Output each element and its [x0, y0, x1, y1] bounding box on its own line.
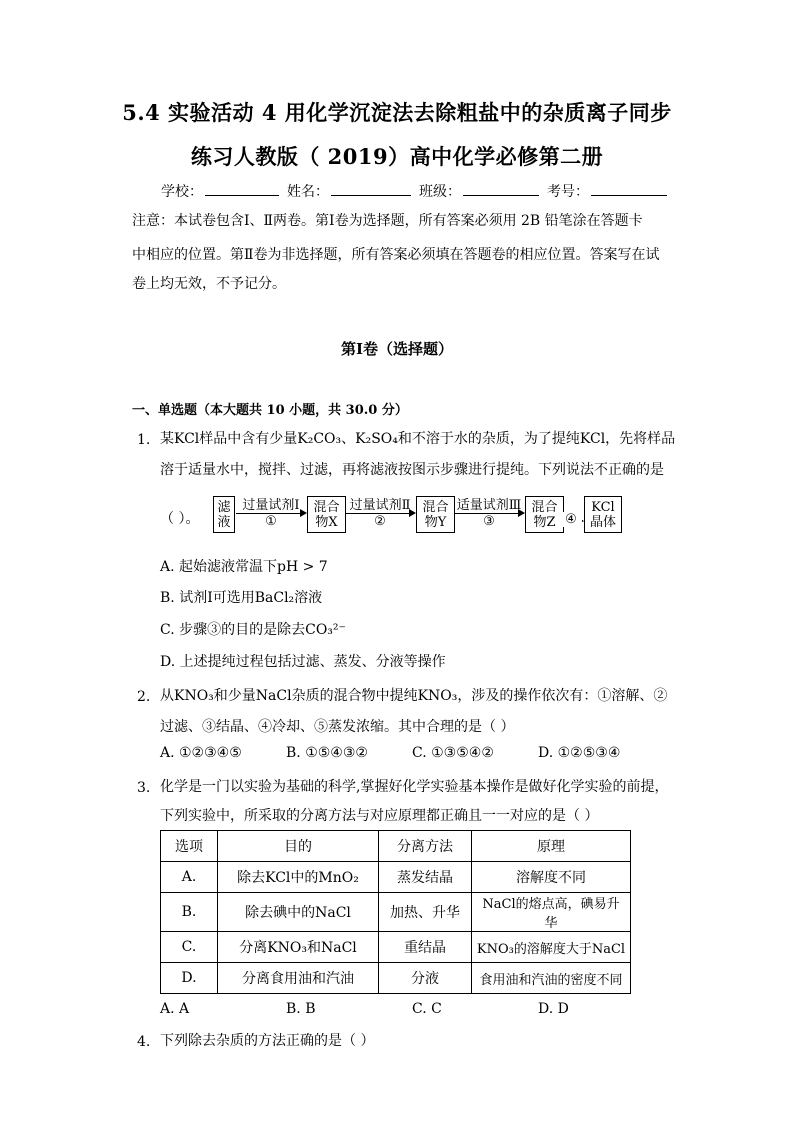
table-cell: 除去KCl中的MnO₂ [218, 862, 379, 893]
table-cell: NaCl的熔点高，碘易升华 [472, 893, 631, 932]
question-3-option-a[interactable]: A. A [160, 1001, 190, 1017]
student-info-row [161, 181, 675, 201]
question-3-line-2: 下列实验中，所采取的分离方法与对应原理都正确且一一对应的是（ ） [160, 808, 599, 824]
flow-box-filtrate: 滤 液 [213, 496, 235, 533]
class-field[interactable]: 班级： [419, 181, 539, 201]
question-4-line-1: 下列除去杂质的方法正确的是（ ） [160, 1033, 375, 1049]
question-1-line-1: 某KCl样品中含有少量K₂CO₃、K₂SO₄和不溶于水的杂质，为了提纯KCl，先将样品 [160, 431, 676, 447]
table-cell: 溶解度不同 [472, 862, 631, 893]
table-cell: 重结晶 [379, 932, 472, 963]
question-category: 一、单选题（本大题共 10 小题，共 30.0 分） [132, 403, 408, 418]
flow-box-mixture-z: 混合 物Z [525, 496, 564, 533]
document-title-line-2: 练习人教版（ 2019）高中化学必修第二册 [190, 144, 604, 169]
question-1-number: 1. [137, 432, 151, 448]
table-header-cell: 原理 [472, 831, 631, 862]
table-cell: 除去碘中的NaCl [218, 893, 379, 932]
flow-arrow-1-step: ① [265, 514, 277, 529]
table-header-row [161, 831, 631, 862]
flow-arrow-2-label: 过量试剂Ⅱ [349, 498, 411, 513]
notice-line-1: 注意：本试卷包含Ⅰ、Ⅱ两卷。第Ⅰ卷为选择题，所有答案必须用 2B 铅笔涂在答题卡 [132, 213, 643, 229]
flow-arrow-2-step: ② [374, 514, 386, 529]
table-cell: B. [161, 893, 218, 932]
flow-arrow-1-label: 过量试剂Ⅰ [242, 498, 300, 513]
table-header-cell: 分离方法 [379, 831, 472, 862]
question-3-number: 3. [137, 780, 151, 796]
table-row [161, 963, 631, 994]
question-1-option-a[interactable]: A. 起始滤液常温下pH > 7 [160, 559, 328, 575]
question-2-option-d[interactable]: D. ①②⑤③④ [538, 745, 621, 761]
table-cell: 蒸发结晶 [379, 862, 472, 893]
notice-line-2: 中相应的位置。第Ⅱ卷为非选择题，所有答案必须填在答题卷的相应位置。答案写在试 [132, 247, 660, 263]
table-cell: C. [161, 932, 218, 963]
table-header-cell: 目的 [218, 831, 379, 862]
table-cell: 加热、升华 [379, 893, 472, 932]
table-header-cell: 选项 [161, 831, 218, 862]
flow-arrow-3-label: 适量试剂Ⅲ [456, 498, 522, 513]
question-2-number: 2. [137, 689, 151, 705]
table-cell: 食用油和汽油的密度不同 [472, 963, 631, 994]
exam-number-field[interactable]: 考号： [547, 181, 667, 201]
question-1-line-2: 溶于适量水中，搅拌、过滤，再将滤液按图示步骤进行提纯。下列说法不正确的是 [160, 462, 664, 478]
table-row [161, 932, 631, 963]
table-cell: 分离KNO₃和NaCl [218, 932, 379, 963]
question-1-option-d[interactable]: D. 上述提纯过程包括过滤、蒸发、分液等操作 [160, 654, 446, 670]
section-title: 第Ⅰ卷（选择题） [340, 340, 454, 358]
table-row [161, 862, 631, 893]
table-cell: D. [161, 963, 218, 994]
question-4-number: 4. [137, 1034, 151, 1050]
flow-arrow-3-step: ③ [483, 514, 495, 529]
table-cell: A. [161, 862, 218, 893]
flow-box-mixture-y: 混合 物Y [416, 496, 455, 533]
question-3-option-b[interactable]: B. B [286, 1001, 316, 1017]
question-2-option-a[interactable]: A. ①②③④⑤ [160, 745, 242, 761]
table-row [161, 893, 631, 932]
table-cell: KNO₃的溶解度大于NaCl [472, 932, 631, 963]
table-cell: 分离食用油和汽油 [218, 963, 379, 994]
document-title-line-1: 5.4 实验活动 4 用化学沉淀法去除粗盐中的杂质离子同步 [122, 100, 672, 125]
school-field[interactable]: 学校： [161, 181, 279, 201]
question-3-option-c[interactable]: C. C [412, 1001, 442, 1017]
question-1-option-c[interactable]: C. 步骤③的目的是除去CO₃²⁻ [160, 622, 346, 638]
flow-arrow-4-step: ④ [560, 512, 582, 527]
question-3-table [160, 830, 631, 994]
question-2-line-1: 从KNO₃和少量NaCl杂质的混合物中提纯KNO₃，涉及的操作依次有：①溶解、② [160, 688, 668, 704]
question-2-option-c[interactable]: C. ①③⑤④② [412, 745, 494, 761]
question-1-line-3: （ ）。 [160, 511, 200, 527]
question-2-line-2: 过滤、③结晶、④冷却、⑤蒸发浓缩。其中合理的是（ ） [160, 719, 515, 735]
name-field[interactable]: 姓名： [287, 181, 411, 201]
table-cell: 分液 [379, 963, 472, 994]
question-1-option-b[interactable]: B. 试剂Ⅰ可选用BaCl₂溶液 [160, 590, 323, 606]
notice-line-3: 卷上均无效，不予记分。 [132, 276, 286, 292]
flow-box-mixture-x: 混合 物X [307, 496, 346, 533]
flow-box-kcl-crystal: KCl 晶体 [584, 496, 622, 533]
question-3-line-1: 化学是一门以实验为基础的科学,掌握好化学实验基本操作是做好化学实验的前提， [160, 779, 669, 795]
question-2-option-b[interactable]: B. ①⑤④③② [286, 745, 368, 761]
question-3-option-d[interactable]: D. D [538, 1001, 569, 1017]
